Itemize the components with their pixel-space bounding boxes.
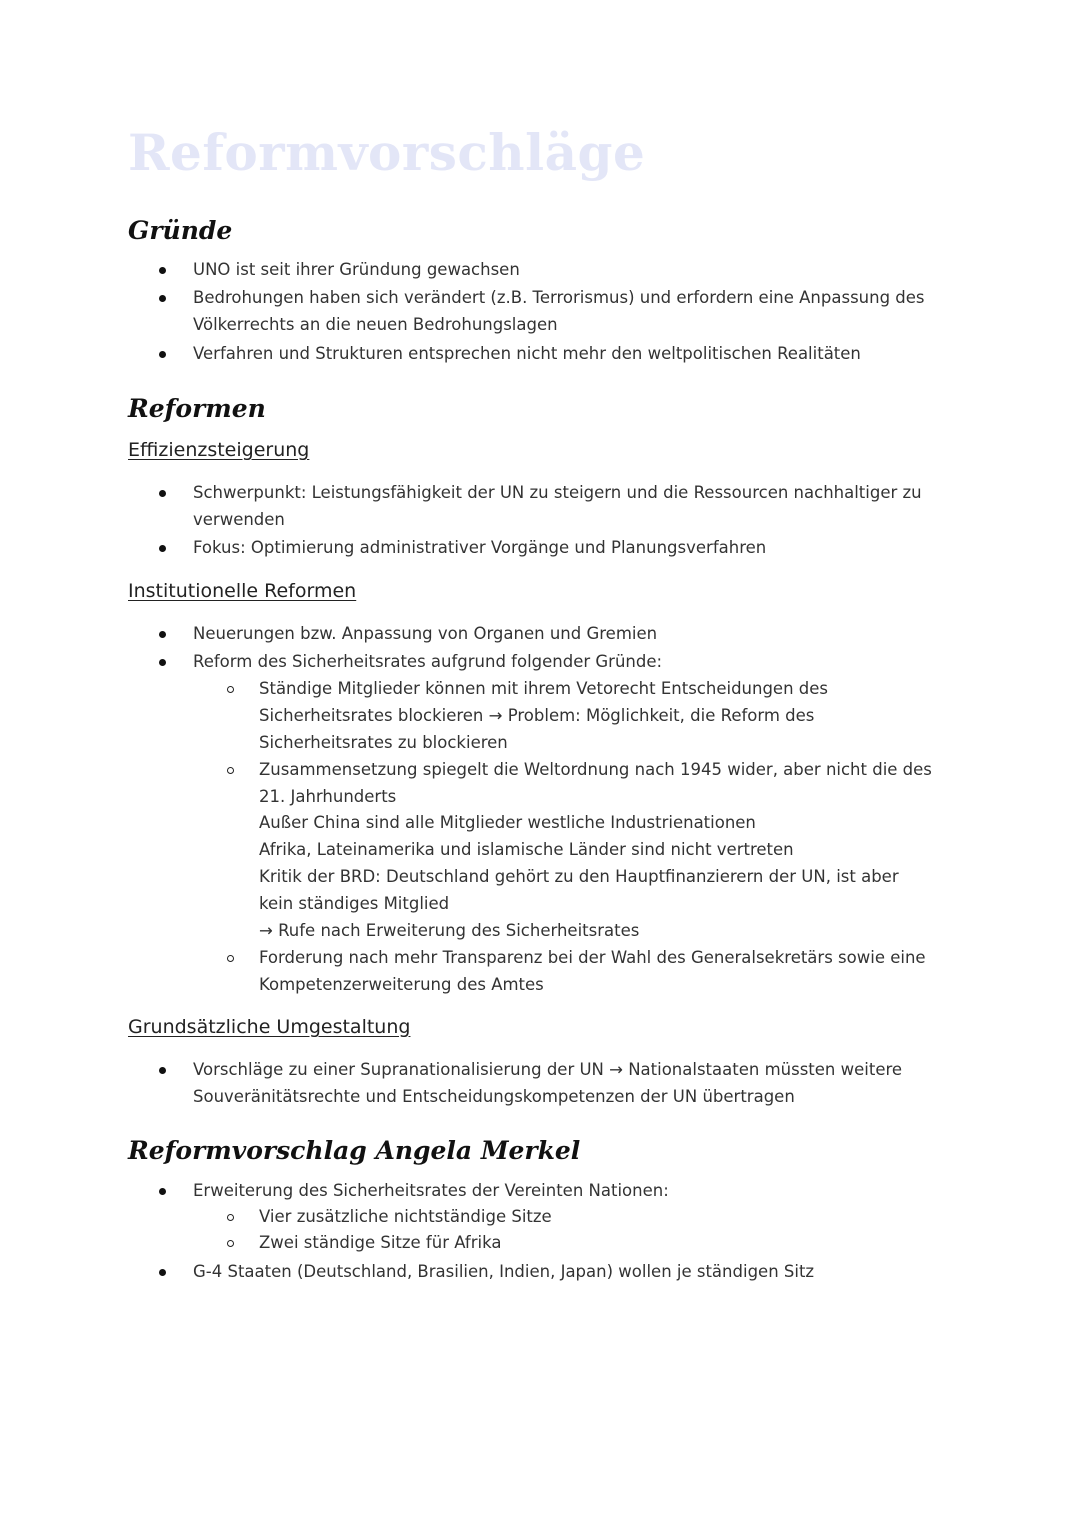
sub-list-item-continuation: Sicherheitsrates zu blockieren (259, 733, 508, 752)
list-item-continuation: verwenden (193, 510, 285, 529)
bullet-dot-icon (159, 1188, 166, 1195)
heading-gruende: Gründe (128, 216, 233, 245)
bullet-dot-icon (159, 351, 166, 358)
sub-list-item: Zusammensetzung spiegelt die Weltordnung nach 1945 wider, aber nicht die des (259, 760, 932, 779)
list-item-continuation: Souveränitätsrechte und Entscheidungskompetenzen der UN übertragen (193, 1087, 795, 1106)
sub-bullet-circle-icon (227, 767, 234, 774)
subheading-institutionelle-reformen: Institutionelle Reformen (128, 580, 357, 602)
sub-list-item: Forderung nach mehr Transparenz bei der Wahl des Generalsekretärs sowie eine (259, 948, 926, 967)
list-item: Erweiterung des Sicherheitsrates der Vereinten Nationen: (193, 1181, 669, 1200)
list-item: Schwerpunkt: Leistungsfähigkeit der UN zu steigern und die Ressourcen nachhaltiger zu (193, 483, 922, 502)
sub-list-item: Vier zusätzliche nichtständige Sitze (259, 1207, 552, 1226)
sub-list-item-continuation: Kritik der BRD: Deutschland gehört zu den Hauptfinanzierern der UN, ist aber (259, 867, 899, 886)
bullet-dot-icon (159, 490, 166, 497)
sub-list-item-continuation: Afrika, Lateinamerika und islamische Länder sind nicht vertreten (259, 840, 794, 859)
bullet-dot-icon (159, 295, 166, 302)
sub-list-item-continuation: Sicherheitsrates blockieren → Problem: Möglichkeit, die Reform des (259, 706, 815, 725)
sub-list-item-continuation: Außer China sind alle Mitglieder westliche Industrienationen (259, 813, 756, 832)
list-item: Bedrohungen haben sich verändert (z.B. Terrorismus) und erfordern eine Anpassung des (193, 288, 925, 307)
list-item: Vorschläge zu einer Supranationalisierung der UN → Nationalstaaten müssten weitere (193, 1060, 903, 1079)
page-title: Reformvorschläge (128, 123, 646, 182)
list-item: Reform des Sicherheitsrates aufgrund folgender Gründe: (193, 652, 663, 671)
sub-list-item-continuation: Kompetenzerweiterung des Amtes (259, 975, 544, 994)
sub-bullet-circle-icon (227, 1214, 234, 1221)
heading-reformvorschlag-merkel: Reformvorschlag Angela Merkel (128, 1136, 581, 1165)
sub-list-item: Ständige Mitglieder können mit ihrem Vetorecht Entscheidungen des (259, 679, 829, 698)
bullet-dot-icon (159, 267, 166, 274)
list-item: G-4 Staaten (Deutschland, Brasilien, Indien, Japan) wollen je ständigen Sitz (193, 1262, 815, 1281)
bullet-dot-icon (159, 1269, 166, 1276)
bullet-dot-icon (159, 545, 166, 552)
list-item-continuation: Völkerrechts an die neuen Bedrohungslagen (193, 315, 558, 334)
bullet-dot-icon (159, 631, 166, 638)
subheading-effizienzsteigerung: Effizienzsteigerung (128, 439, 310, 461)
list-item: UNO ist seit ihrer Gründung gewachsen (193, 260, 520, 279)
list-item: Neuerungen bzw. Anpassung von Organen und Gremien (193, 624, 658, 643)
bullet-dot-icon (159, 659, 166, 666)
sub-bullet-circle-icon (227, 955, 234, 962)
subheading-grundsaetzliche-umgestaltung: Grundsätzliche Umgestaltung (128, 1016, 411, 1038)
sub-list-item-continuation: kein ständiges Mitglied (259, 894, 450, 913)
sub-bullet-circle-icon (227, 1240, 234, 1247)
list-item: Fokus: Optimierung administrativer Vorgänge und Planungsverfahren (193, 538, 767, 557)
sub-list-item: Zwei ständige Sitze für Afrika (259, 1233, 502, 1252)
bullet-dot-icon (159, 1067, 166, 1074)
sub-bullet-circle-icon (227, 686, 234, 693)
sub-list-item-continuation: → Rufe nach Erweiterung des Sicherheitsrates (259, 921, 640, 940)
sub-list-item-continuation: 21. Jahrhunderts (259, 787, 397, 806)
heading-reformen: Reformen (128, 394, 266, 423)
list-item: Verfahren und Strukturen entsprechen nicht mehr den weltpolitischen Realitäten (193, 344, 861, 363)
